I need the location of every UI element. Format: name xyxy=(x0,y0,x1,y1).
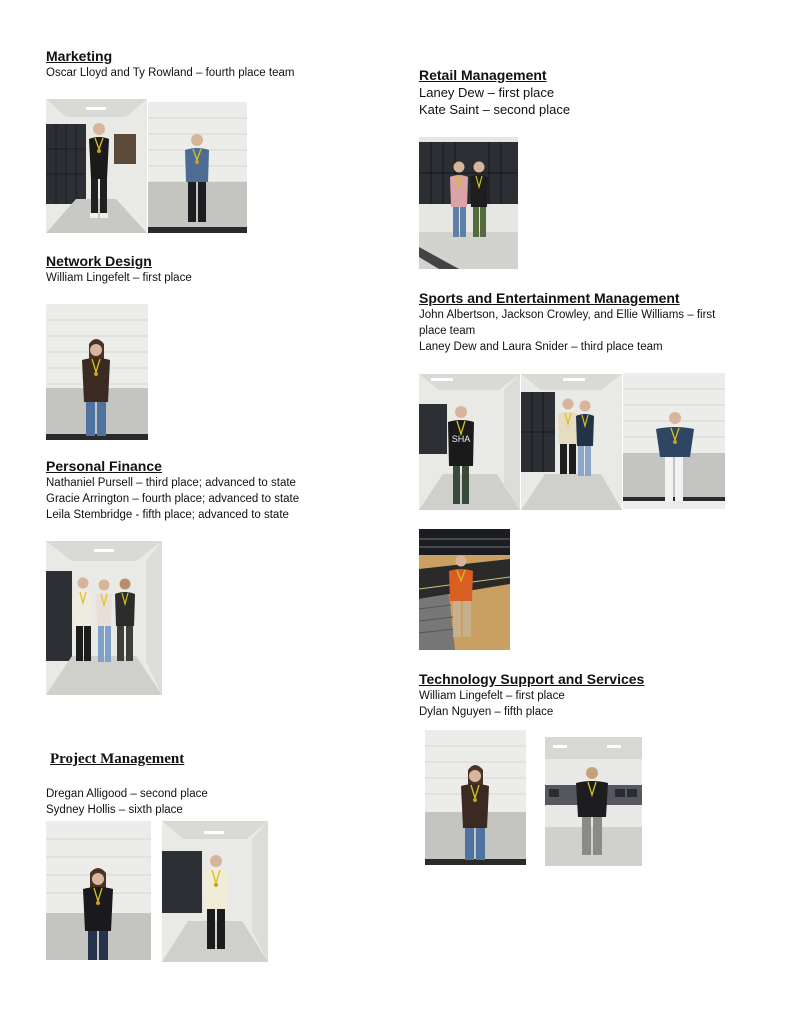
tech-support-section xyxy=(419,671,779,720)
tech-support-line-1: William Lingefelt – first place xyxy=(419,690,565,702)
project-management-line-1: Dregan Alligood – second place xyxy=(46,788,208,800)
photo-retail-management xyxy=(419,137,518,269)
photo-sports-2 xyxy=(521,374,622,510)
project-management-line-2: Sydney Hollis – sixth place xyxy=(46,804,183,816)
marketing-line-1: Oscar Lloyd and Ty Rowland – fourth place team xyxy=(46,67,295,79)
photo-marketing-2 xyxy=(148,102,247,233)
photo-project-management-2 xyxy=(162,821,268,962)
photo-sports-4 xyxy=(419,529,510,650)
sports-entertainment-line-3: Laney Dew and Laura Snider – third place team xyxy=(419,341,663,353)
personal-finance-section xyxy=(46,458,386,523)
project-management-heading: Project Management xyxy=(50,751,185,767)
project-management-heading-wrap xyxy=(50,751,390,768)
sports-entertainment-section xyxy=(419,290,779,355)
photo-sports-1 xyxy=(419,374,520,510)
marketing-heading: Marketing xyxy=(46,48,113,64)
tech-support-line-2: Dylan Nguyen – fifth place xyxy=(419,706,554,718)
photo-marketing-1 xyxy=(46,99,147,233)
photo-project-management-1 xyxy=(46,821,151,960)
network-design-heading: Network Design xyxy=(46,253,152,269)
personal-finance-line-1: Nathaniel Pursell – third place; advanced to state xyxy=(46,477,296,489)
network-design-line-1: William Lingefelt – first place xyxy=(46,272,192,284)
personal-finance-line-2: Gracie Arrington – fourth place; advanced to state xyxy=(46,493,300,505)
retail-management-line-2: Kate Saint – second place xyxy=(419,102,571,117)
project-management-section xyxy=(46,786,386,818)
personal-finance-line-3: Leila Stembridge - fifth place; advanced to state xyxy=(46,509,289,521)
photo-tech-support-2 xyxy=(545,737,642,866)
retail-management-section xyxy=(419,67,779,118)
photo-network-design xyxy=(46,304,148,440)
retail-management-heading: Retail Management xyxy=(419,67,547,83)
photo-tech-support-1 xyxy=(425,730,526,865)
tech-support-heading: Technology Support and Services xyxy=(419,671,645,687)
sports-entertainment-line-2: place team xyxy=(419,325,476,337)
photo-personal-finance xyxy=(46,541,162,695)
sports-entertainment-heading: Sports and Entertainment Management xyxy=(419,290,680,306)
shirt-text: SHA xyxy=(451,434,471,444)
retail-management-line-1: Laney Dew – first place xyxy=(419,85,555,100)
marketing-section xyxy=(46,48,386,81)
photo-sports-3 xyxy=(623,373,725,509)
network-design-section xyxy=(46,253,386,286)
personal-finance-heading: Personal Finance xyxy=(46,458,162,474)
sports-entertainment-line-1: John Albertson, Jackson Crowley, and Ellie Williams – first xyxy=(419,309,716,321)
